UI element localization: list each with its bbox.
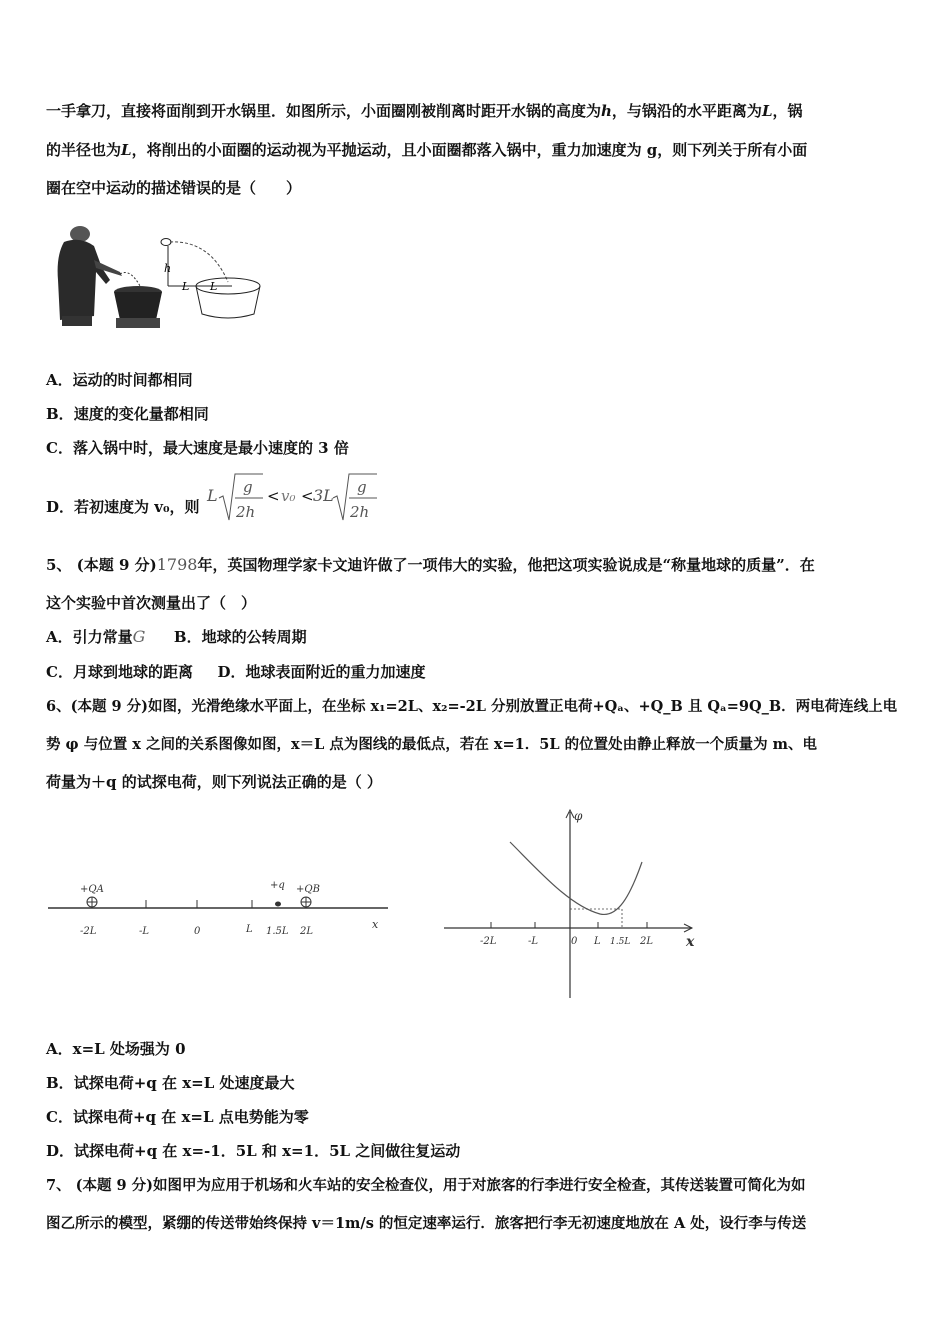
formula-lt-2: < xyxy=(301,487,314,505)
q4-option-c[interactable] xyxy=(46,437,349,458)
q4-option-a[interactable] xyxy=(46,369,193,390)
pot-tick-label-neg-2L: -2L xyxy=(480,936,497,947)
noodle-trajectory-left xyxy=(120,273,140,287)
formula-2h-2: 2h xyxy=(350,503,370,521)
q4-option-c-text: 落入锅中时，最大速度是最小速度的 3 倍 xyxy=(72,439,349,457)
q5-number: 5、 xyxy=(46,556,72,574)
test-charge-dot xyxy=(275,902,281,907)
q5-option-d-text: 地球表面附近的重力加速度 xyxy=(245,663,426,681)
formula-L: L xyxy=(207,486,218,505)
pot-tick-label-1-5L: 1.5L xyxy=(610,937,631,947)
pot-tick-label-0: 0 xyxy=(571,936,578,947)
formula-2h-1: 2h xyxy=(236,503,256,521)
q4-option-b-key: B． xyxy=(46,405,74,423)
q6-option-d-text: 试探电荷+q 在 x=-1．5L 和 x=1．5L 之间做往复运动 xyxy=(74,1142,461,1160)
q6-option-d[interactable] xyxy=(46,1140,460,1161)
potential-curve xyxy=(510,842,642,914)
q5-option-c[interactable] xyxy=(46,663,193,681)
q5-line1-text: 年，英国物理学家卡文迪许做了一项伟大的实验，他把这项实验说成是“称量地球的质量”．在 xyxy=(197,556,815,574)
q5-option-c-text: 月球到地球的距离 xyxy=(72,663,193,681)
noodle-ring xyxy=(161,239,171,246)
q4-option-b-text: 速度的变化量都相同 xyxy=(73,405,209,423)
q6-option-b[interactable] xyxy=(46,1072,294,1093)
formula-g-2: g xyxy=(357,478,367,496)
q5-line2: 这个实验中首次测量出了（ ） xyxy=(46,594,257,612)
q4-option-d-key: D． xyxy=(46,498,75,516)
q4-line2a: 的半径也为 xyxy=(46,141,122,159)
pot-tick-label-2L: 2L xyxy=(640,936,654,947)
q4-line3: 圈在空中运动的描述错误的是（ ） xyxy=(46,179,302,197)
q5-option-b-text: 地球的公转周期 xyxy=(201,628,307,646)
tick-label-0: 0 xyxy=(194,926,201,937)
q5-option-d[interactable] xyxy=(217,663,425,681)
tick-label-2L: 2L xyxy=(300,926,314,937)
x-label-potential: x xyxy=(686,934,695,950)
q5-option-c-key: C． xyxy=(46,663,73,681)
axis-x-label: x xyxy=(372,918,379,931)
q4-line1c: ，锅 xyxy=(772,102,803,120)
q5-option-row-2 xyxy=(46,661,425,682)
phi-label: φ xyxy=(574,809,583,823)
tick-label-L: L xyxy=(246,924,253,935)
q4-option-d[interactable] xyxy=(46,496,200,517)
q6-option-d-key: D． xyxy=(46,1142,75,1160)
q4-line2 xyxy=(46,139,807,160)
q5-line1 xyxy=(46,554,815,575)
q4-line1 xyxy=(46,100,803,121)
chef-illustration xyxy=(58,226,122,326)
q6-line3: 荷量为＋q 的试探电荷，则下列说法正确的是（ ） xyxy=(46,773,382,791)
q5-year: 1798 xyxy=(156,555,198,574)
big-pot-body xyxy=(196,286,260,318)
q5-score: (本题 9 分) xyxy=(76,556,157,574)
formula-g-1: g xyxy=(243,478,253,496)
q4-h-symbol: h xyxy=(601,102,612,120)
q6-charge-axis-figure xyxy=(44,870,394,940)
q6-option-a-key: A． xyxy=(46,1040,73,1058)
q4-d-formula xyxy=(205,468,380,526)
pot-illustration xyxy=(114,286,162,328)
q4-option-a-text: 运动的时间都相同 xyxy=(72,371,193,389)
q6-option-a-text: x=L 处场强为 0 xyxy=(72,1040,186,1058)
noodle-trajectory xyxy=(170,242,228,282)
q5-option-a[interactable] xyxy=(46,628,145,646)
q5-option-a-text: 引力常量 xyxy=(72,628,133,646)
q6-line2: 势 φ 与位置 x 之间的关系图像如图，x＝L 点为图线的最低点，若在 x=1．5L 的位置处由静止释放一个质量为 m、电 xyxy=(46,736,817,753)
formula-3L: 3L xyxy=(313,486,334,505)
pot-tick-label-L: L xyxy=(594,936,601,947)
q4-option-d-text: 若初速度为 v₀，则 xyxy=(74,498,200,516)
q6-option-b-key: B． xyxy=(46,1074,74,1092)
q5-option-a-symbol: G xyxy=(132,627,146,646)
l-label-2: L xyxy=(210,280,218,293)
q4-L-symbol: L xyxy=(761,102,773,120)
q4-option-b[interactable] xyxy=(46,403,209,424)
q4-option-c-key: C． xyxy=(46,439,73,457)
charge-qa-label: +QA xyxy=(80,884,104,895)
h-label: h xyxy=(164,262,172,275)
q6-option-a[interactable] xyxy=(46,1038,186,1059)
q6-option-c-key: C． xyxy=(46,1108,73,1126)
formula-v0: v₀ xyxy=(281,487,296,505)
q6-option-b-text: 试探电荷+q 在 x=L 处速度最大 xyxy=(73,1074,295,1092)
pot-tick-label-neg-L: -L xyxy=(528,936,539,947)
tick-label-neg-2L: -2L xyxy=(80,926,97,937)
q6-option-c[interactable] xyxy=(46,1106,309,1127)
tick-label-neg-L: -L xyxy=(139,926,150,937)
q4-line1b: ，与锅沿的水平距离为 xyxy=(611,102,762,120)
formula-lt-1: < xyxy=(267,487,280,505)
q7-line1: 7、 (本题 9 分)如图甲为应用于机场和火车站的安全检查仪，用于对旅客的行李进行安全检查，其传送装置可简化为如 xyxy=(46,1177,806,1194)
q5-option-d-key: D． xyxy=(217,663,246,681)
q4-line1-text: 一手拿刀，直接将面削到开水锅里．如图所示，小面圈刚被削离时距开水锅的高度为 xyxy=(46,102,602,120)
q5-option-row-1 xyxy=(46,626,307,647)
q7-line2: 图乙所示的模型，紧绷的传送带始终保持 v＝1m/s 的恒定速率运行．旅客把行李无初速度地放在 A 处，设行李与传送 xyxy=(46,1215,807,1232)
q6-option-c-text: 试探电荷+q 在 x=L 点电势能为零 xyxy=(72,1108,309,1126)
q4-option-a-key: A． xyxy=(46,371,73,389)
l-label-1: L xyxy=(182,280,190,293)
q4-L-symbol-2: L xyxy=(121,141,132,159)
q6-line1: 6、(本题 9 分)如图，光滑绝缘水平面上，在坐标 x₁=2L、x₂=-2L 分别放置正电荷+Qₐ、+Q_B 且 Qₐ=9Q_B．两电荷连线上电 xyxy=(46,698,898,715)
test-charge-label: +q xyxy=(270,880,285,891)
q5-option-b-key: B． xyxy=(173,628,202,646)
q4-noodle-figure xyxy=(50,220,270,330)
charge-qb-label: +QB xyxy=(296,884,320,895)
q5-option-a-key: A． xyxy=(46,628,73,646)
q4-line2b: ，将削出的小面圈的运动视为平抛运动，且小面圈都落入锅中，重力加速度为 g，则下列关于所有小面 xyxy=(131,141,808,159)
q6-potential-graph xyxy=(440,806,705,1002)
tick-label-1-5L: 1.5L xyxy=(266,926,289,937)
q5-option-b[interactable] xyxy=(174,628,307,646)
